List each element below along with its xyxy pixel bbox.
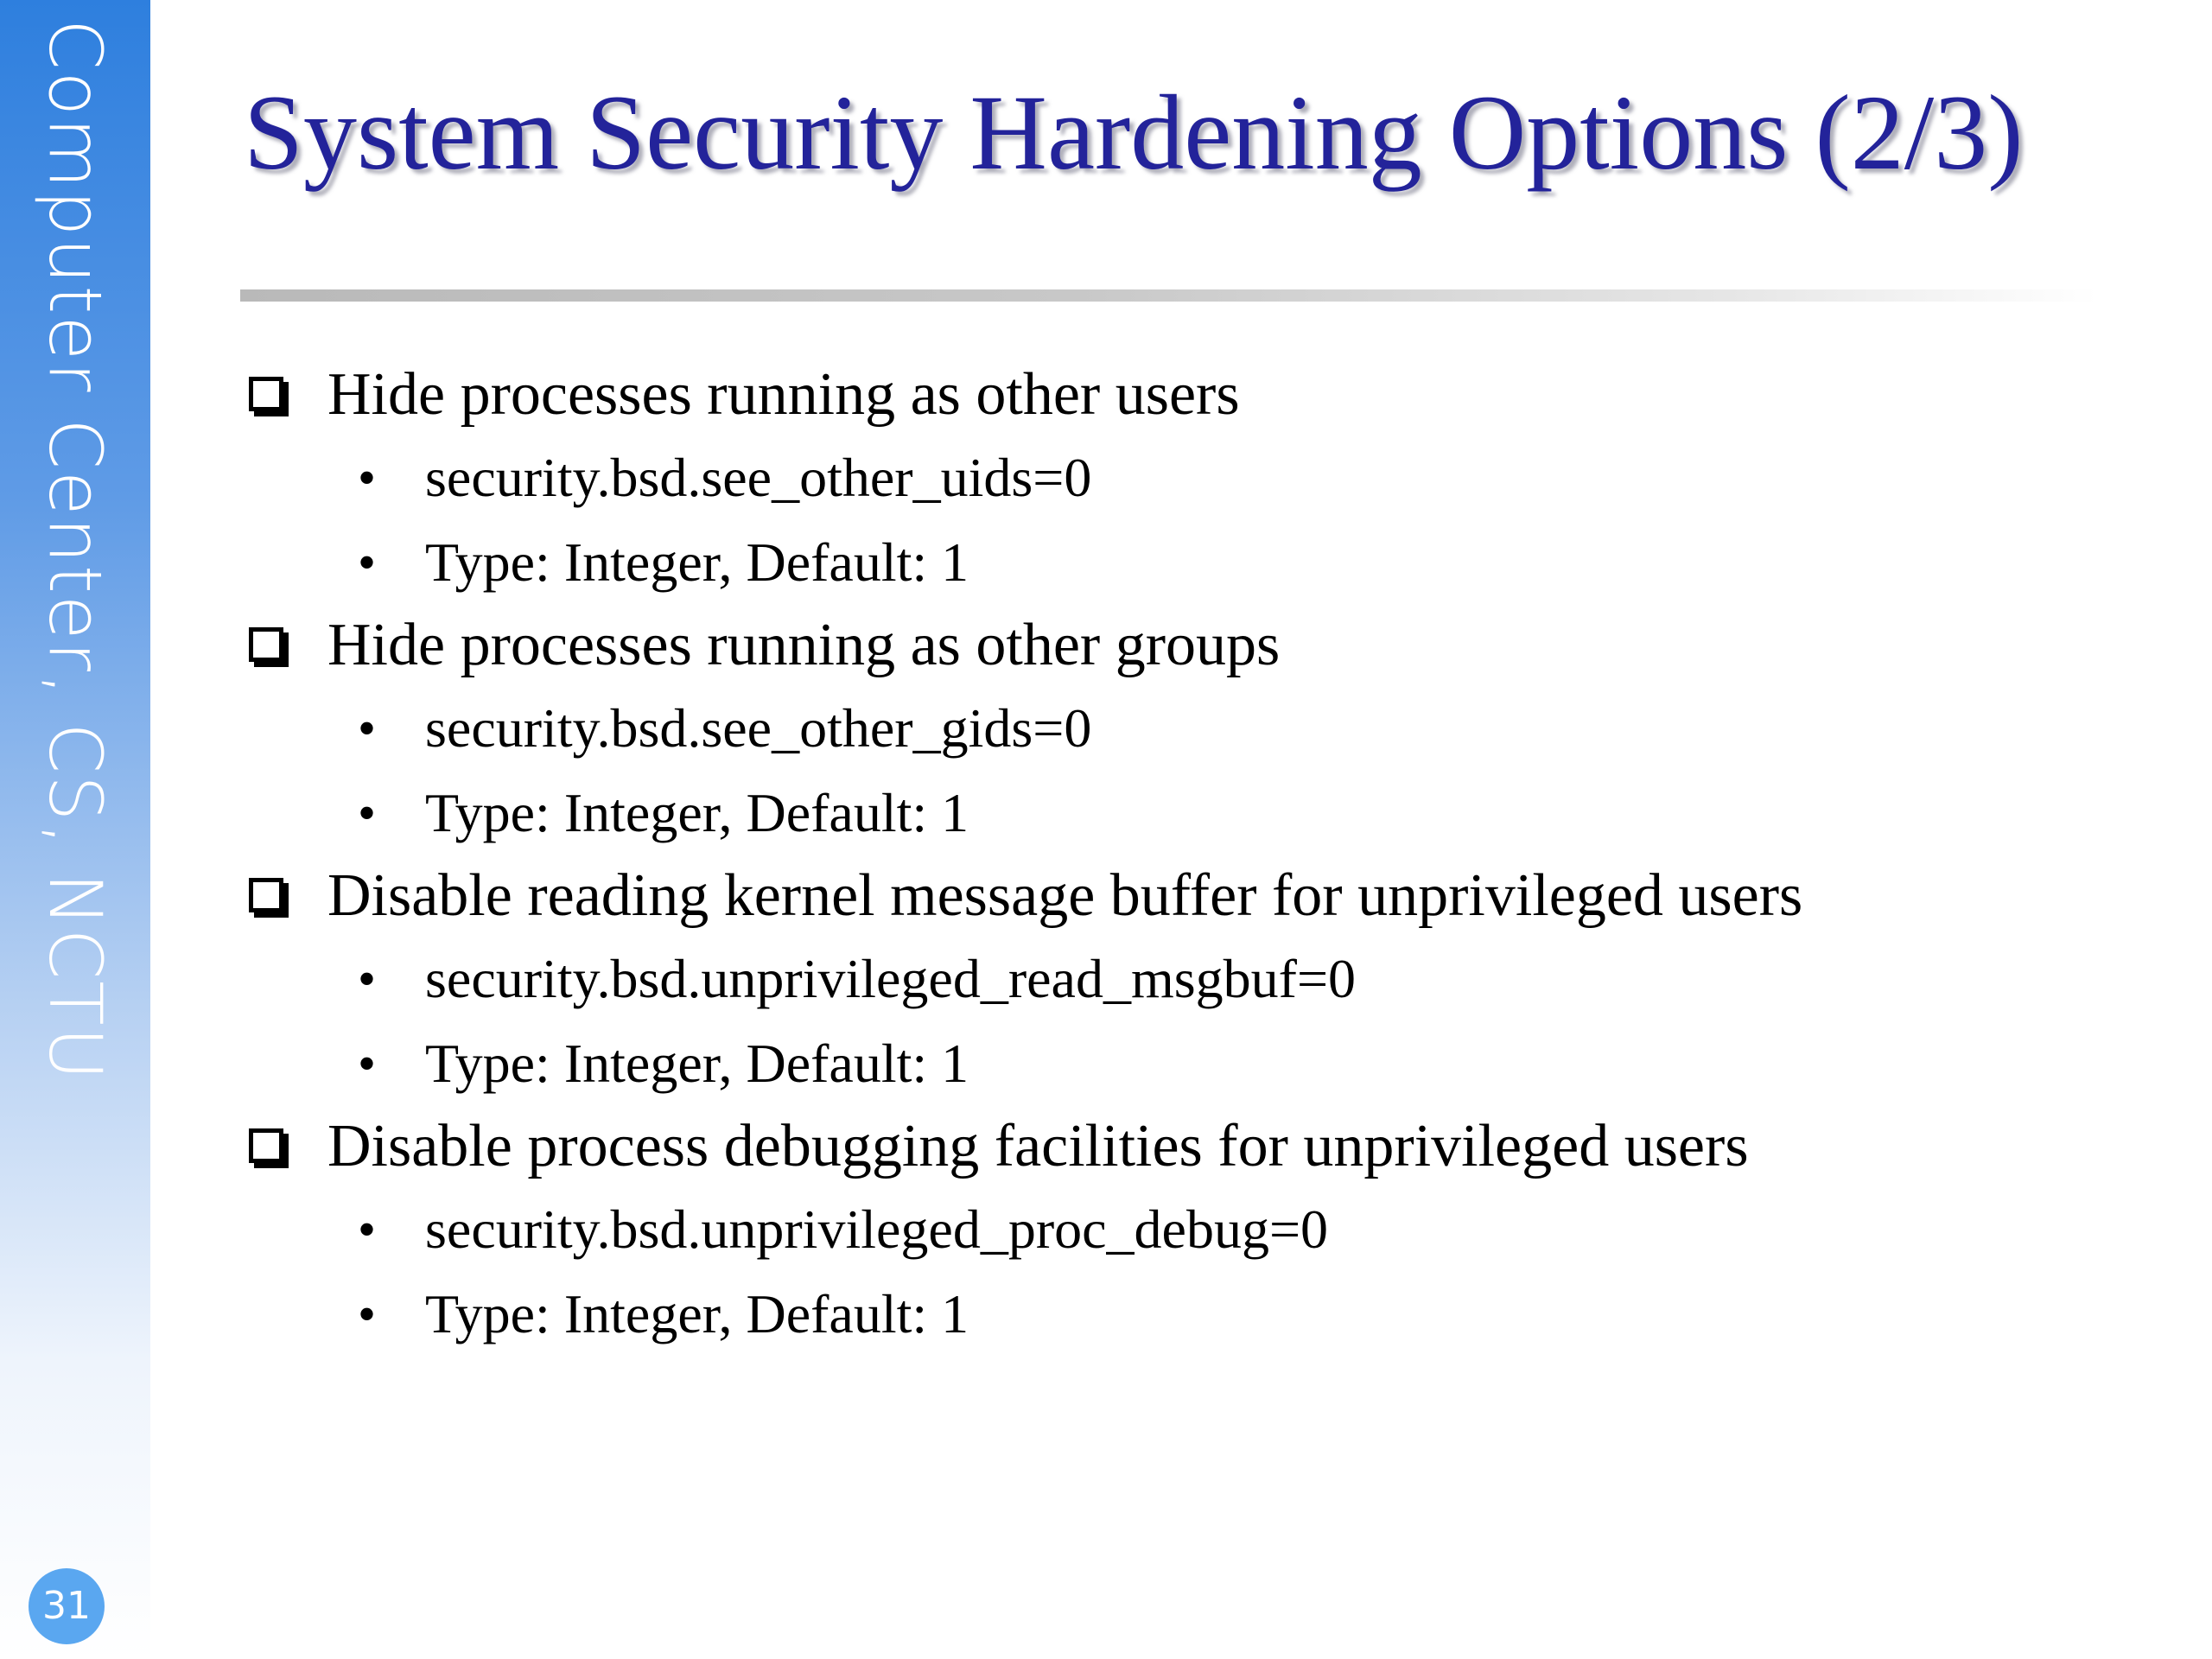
list-item bbox=[244, 855, 2179, 1106]
bullet-icon: • bbox=[358, 534, 377, 591]
item-heading bbox=[244, 605, 2179, 686]
bullet-icon: • bbox=[358, 1286, 377, 1343]
bullet-icon: • bbox=[358, 700, 377, 757]
item-label: Hide processes running as other users bbox=[327, 361, 1240, 428]
list-item bbox=[244, 605, 2179, 855]
title-divider bbox=[240, 289, 2098, 302]
sub-item-label: security.bsd.unprivileged_proc_debug=0 bbox=[425, 1198, 1329, 1260]
sub-item-label: security.bsd.see_other_uids=0 bbox=[425, 447, 1092, 508]
list-item bbox=[244, 354, 2179, 605]
page-number-badge: 31 bbox=[29, 1568, 105, 1644]
slide-content bbox=[244, 354, 2179, 1357]
sub-item-label: Type: Integer, Default: 1 bbox=[425, 531, 969, 593]
item-label: Disable process debugging facilities for unprivileged users bbox=[327, 1113, 1749, 1179]
sub-item-label: Type: Integer, Default: 1 bbox=[425, 782, 969, 843]
item-heading bbox=[244, 1106, 2179, 1187]
checkbox-icon bbox=[249, 878, 283, 912]
sub-item bbox=[244, 771, 2179, 855]
sub-item bbox=[244, 1021, 2179, 1106]
list-item bbox=[244, 1106, 2179, 1357]
bullet-icon: • bbox=[358, 785, 377, 842]
checkbox-icon bbox=[249, 377, 283, 411]
sub-item bbox=[244, 1272, 2179, 1357]
item-heading bbox=[244, 855, 2179, 937]
bullet-icon: • bbox=[358, 1035, 377, 1092]
sidebar-caption: Computer Center, CS, NCTU bbox=[33, 19, 118, 1083]
checkbox-icon bbox=[249, 1128, 283, 1163]
item-heading bbox=[244, 354, 2179, 435]
item-label: Disable reading kernel message buffer for unprivileged users bbox=[327, 862, 1803, 929]
sub-item bbox=[244, 435, 2179, 520]
sub-item bbox=[244, 1187, 2179, 1272]
checkbox-icon bbox=[249, 627, 283, 662]
sub-item-label: security.bsd.unprivileged_read_msgbuf=0 bbox=[425, 948, 1357, 1009]
bullet-icon: • bbox=[358, 950, 377, 1007]
sub-item bbox=[244, 686, 2179, 771]
sub-item-label: Type: Integer, Default: 1 bbox=[425, 1283, 969, 1344]
item-label: Hide processes running as other groups bbox=[327, 612, 1281, 678]
bullet-icon: • bbox=[358, 449, 377, 506]
sub-item-label: security.bsd.see_other_gids=0 bbox=[425, 697, 1092, 759]
bullet-icon: • bbox=[358, 1201, 377, 1258]
sidebar bbox=[0, 0, 150, 1659]
sub-item-label: Type: Integer, Default: 1 bbox=[425, 1033, 969, 1094]
sub-item bbox=[244, 520, 2179, 605]
sub-item bbox=[244, 937, 2179, 1021]
slide-title: System Security Hardening Options (2/3) bbox=[244, 73, 2024, 192]
